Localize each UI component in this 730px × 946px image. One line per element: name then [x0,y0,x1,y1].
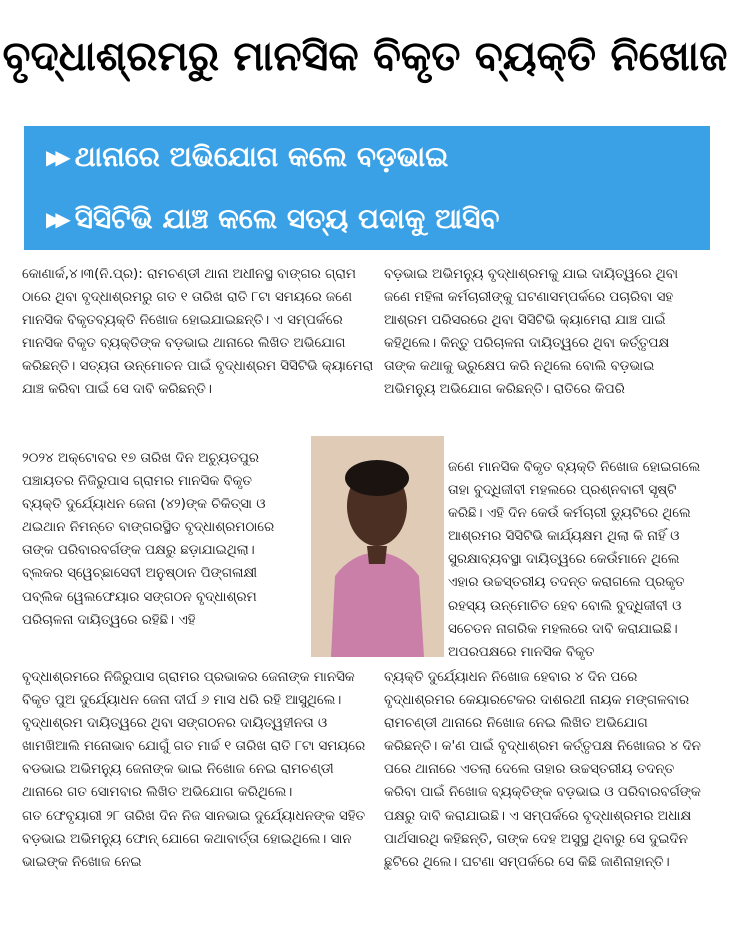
paragraph: ବଡ଼ଭାଇ ଅଭିମନ୍ୟୁ ବୃଦ୍ଧାଶ୍ରମକୁ ଯାଇ ଦାୟିତ୍ୱରେ ଥିବା ଜଣେ ମହିଳା କର୍ମଚାରୀଙ୍କୁ ଘଟଣାସମ୍ପର୍କରେ ପଚାରିବା ସହ ଆଶ୍ରମ ପରିସରରେ ଥିବା ସିସିଟିଭି କ୍ୟାମେରା ଯାଞ୍ଚ ପାଇଁ କହିଥିଲେ। କିନ୍ତୁ ପରିଚାଳନା ଦାୟିତ୍ୱରେ ଥିବା କର୍ତ୍ତୃପକ୍ଷ ତାଙ୍କ କଥାକୁ ଭ୍ରୁକ୍ଷେପ କରି ନଥିଲେ ବୋଲି ବଡ଼ଭାଇ ଅଭିମନ୍ୟୁ ଅଭିଯୋଗ କରିଛନ୍ତି। ରାତିରେ କିପରି [384,267,678,398]
double-arrow-icon: ▶▶ [46,207,65,231]
article-column-left-bottom [22,666,370,874]
subhead-banner-1 [24,126,710,188]
double-arrow-icon: ▶▶ [46,145,65,169]
paragraph: ୨୦୨୪ ଅକ୍ଟୋବର ୧୭ ତାରିଖ ଦିନ ଅଚ୍ୟୁତପୁର ପଞ୍ଚାୟତର ନିଜିରୁପାସ ଗ୍ରାମର ମାନସିକ ବିକୃତ ବ୍ୟକ୍ତି ଦୁର୍ଯ୍ୟୋଧନ ଜେନା (୪୨)ଙ୍କ ଚିକିତ୍ସା ଓ ଥଇଥାନ ନିମନ୍ତେ ବାଙ୍ଗରସ୍ଥିତ ବୃଦ୍ଧାଶ୍ରମଠାରେ ତାଙ୍କ ପରିବାରବର୍ଗଙ୍କ ପକ୍ଷରୁ ଛଡ଼ାଯାଇଥିଲା। ବ୍ଲକର ସ୍ୱେଚ୍ଛାସେବୀ ଅନୁଷ୍ଠାନ ପିଙ୍ଗଳାକ୍ଷୀ ପବ୍ଲିକ ୱେଲଫେୟାର ସଙ୍ଗଠନ ବୃଦ୍ଧାଶ୍ରମ ପରିଚାଳନା ଦାୟିତ୍ୱରେ ରହିଛି। ଏହି [22,451,275,628]
article-column-left-top [22,263,382,402]
headline: ବୃଦ୍ଧାଶ୍ରମରୁ ମାନସିକ ବିକୃତ ବ୍ୟକ୍ତି ନିଖୋଜ [2,31,728,80]
paragraph: ବ୍ୟକ୍ତି ଦୁର୍ଯ୍ୟୋଧନ ନିଖୋଜ ହେବାର ୪ ଦିନ ପରେ ବୃଦ୍ଧାଶ୍ରମର କେୟାରଟେକର ଦାଶରଥୀ ନାୟକ ମଙ୍ଗଳବାର ରାମଚଣ୍ଡୀ ଥାନାରେ ନିଖୋଜ ନେଇ ଲିଖିତ ଅଭିଯୋଗ କରିଛନ୍ତି। କ'ଣ ପାଇଁ ବୃଦ୍ଧାଶ୍ରମ କର୍ତ୍ତୃପକ୍ଷ ନିଖୋଜର ୪ ଦିନ ପରେ ଥାନାରେ ଏତଲା ଦେଲେ ତାହାର ଉଚ୍ଚସ୍ତରୀୟ ତଦନ୍ତ କରିବା ପାଇଁ ନିଖୋଜ ବ୍ୟକ୍ତିଙ୍କ ବଡ଼ଭାଇ ଓ ପରିବାରବର୍ଗଙ୍କ ପକ୍ଷରୁ ଦାବି କରାଯାଇଛି। ଏ ସମ୍ପର୍କରେ ବୃଦ୍ଧାଶ୍ରମର ଅଧାକ୍ଷ ପାର୍ଥସାରଥି କହିଛନ୍ତି, ତାଙ୍କ ଦେହ ଅସୁସ୍ଥ ଥିବାରୁ ସେ ଦୁଇଦିନ ଛୁଟିରେ ଥିଲେ। ଘଟଣା ସମ୍ପର୍କରେ ସେ କିଛି ଜାଣିନାହାନ୍ତି। [384,670,701,870]
paragraph: ଗତ ଫେବୃୟାରୀ ୨୮ ତାରିଖ ଦିନ ନିଜ ସାନଭାଇ ଦୁର୍ଯ୍ୟୋଧନଙ୍କ ସହିତ ବଡ଼ଭାଇ ଅଭିମନ୍ୟୁ ଫୋନ୍ ଯୋଗେ କଥାବାର୍ତ୍ତା ହୋଇଥିଲେ। ସାନ ଭାଇଙ୍କ ନିଖୋଜ ନେଇ [22,808,366,870]
article-column-right-bottom [384,666,702,874]
subhead-banner-2 [24,188,710,250]
subhead-text-1: ଥାନାରେ ଅଭିଯୋଗ କଲେ ବଡ଼ଭାଇ [74,140,449,173]
person-photo-icon [311,436,444,657]
paragraph: ବୃଦ୍ଧାଶ୍ରମରେ ନିଜିରୁପାସ ଗ୍ରାମର ପ୍ରଭାକର ଜେନାଙ୍କ ମାନସିକ ବିକୃତ ପୁଅ ଦୁର୍ଯ୍ୟୋଧନ ଜେନା ଦୀର୍ଘ ୬ ମାସ ଧରି ରହି ଆସୁଥିଲେ। ବୃଦ୍ଧାଶ୍ରମ ଦାୟିତ୍ୱରେ ଥିବା ସଙ୍ଗଠନର ଦାୟିତ୍ୱହୀନତା ଓ ଖାମଖିଆଲି ମନୋଭାବ ଯୋଗୁଁ ଗତ ମାର୍ଚ୍ଚ ୧ ତାରିଖ ରାତି ୮ଟା ସମୟରେ ବଡଭାଇ ଅଭିମନ୍ୟୁ ଜେନାଙ୍କ ଭାଇ ନିଖୋଜ ନେଇ ରାମଚଣ୍ଡୀ ଥାନାରେ ଗତ ସୋମବାର ଲିଖିତ ଅଭିଯୋଗ କରିଥିଲେ। [22,670,366,801]
subhead-text-2: ସିସିଟିଭି ଯାଞ୍ଚ କଲେ ସତ୍ୟ ପଦାକୁ ଆସିବ [74,202,500,235]
article-column-left-mid [22,447,290,632]
paragraph: କୋଣାର୍କ,୪।୩(ନି.ପ୍ର): ରାମଚଣ୍ଡୀ ଥାନା ଅଧୀନସ୍ଥ ବାଙ୍ଗର ଗ୍ରାମ ଠାରେ ଥିବା ବୃଦ୍ଧାଶ୍ରମରୁ ଗତ ୧ ତାରିଖ ରାତି ୮ଟା ସମୟରେ ଜଣେ ମାନସିକ ବିକୃତବ୍ୟକ୍ତି ନିଖୋଜ ହୋଇଯାଇଛନ୍ତି। ଏ ସମ୍ପର୍କରେ ମାନସିକ ବିକୃତ ବ୍ୟକ୍ତିଙ୍କ ବଡ଼ଭାଇ ଥାନାରେ ଲିଖିତ ଅଭିଯୋଗ କରିଛନ୍ତି। ସତ୍ୟତା ଉନ୍ମୋଚନ ପାଇଁ ବୃଦ୍ଧାଶ୍ରମ ସିସିଟିଭି କ୍ୟାମେରା ଯାଞ୍ଚ କରିବା ପାଇଁ ସେ ଦାବି କରିଛନ୍ତି। [22,267,374,398]
portrait-photo [311,436,444,657]
paragraph: ଜଣେ ମାନସିକ ବିକୃତ ବ୍ୟକ୍ତି ନିଖୋଜ ହୋଇଗଲେ ତାହା ବୁଦ୍ଧିଜୀବୀ ମହଲରେ ପ୍ରଶ୍ନବାଚୀ ସୃଷ୍ଟି କରିଛି। ଏହି ଦିନ କେଉଁ କର୍ମଚାରୀ ଡ୍ୟୁଟିରେ ଥିଲେ ଆଶ୍ରମର ସିସିଟିଭି କାର୍ଯ୍ୟକ୍ଷମ ଥିଲା କି ନାହିଁ ଓ ସୁରକ୍ଷାବ୍ୟବସ୍ଥା ଦାୟିତ୍ୱରେ କେଉଁମାନେ ଥିଲେ ଏହାର ଉଚ୍ଚସ୍ତରୀୟ ତଦନ୍ତ କରାଗଲେ ପ୍ରକୃତ ରହସ୍ୟ ଉନ୍ମୋଚିତ ହେବ ବୋଲି ବୁଦ୍ଧିଜୀବୀ ଓ ସଚେତନ ନାଗରିକ ମହଲରେ ଦାବି କରାଯାଇଛି। ଅପରପକ୍ଷରେ ମାନସିକ ବିକୃତ [448,460,701,660]
article-column-right-top [384,263,702,402]
article-column-right-mid [448,456,702,664]
